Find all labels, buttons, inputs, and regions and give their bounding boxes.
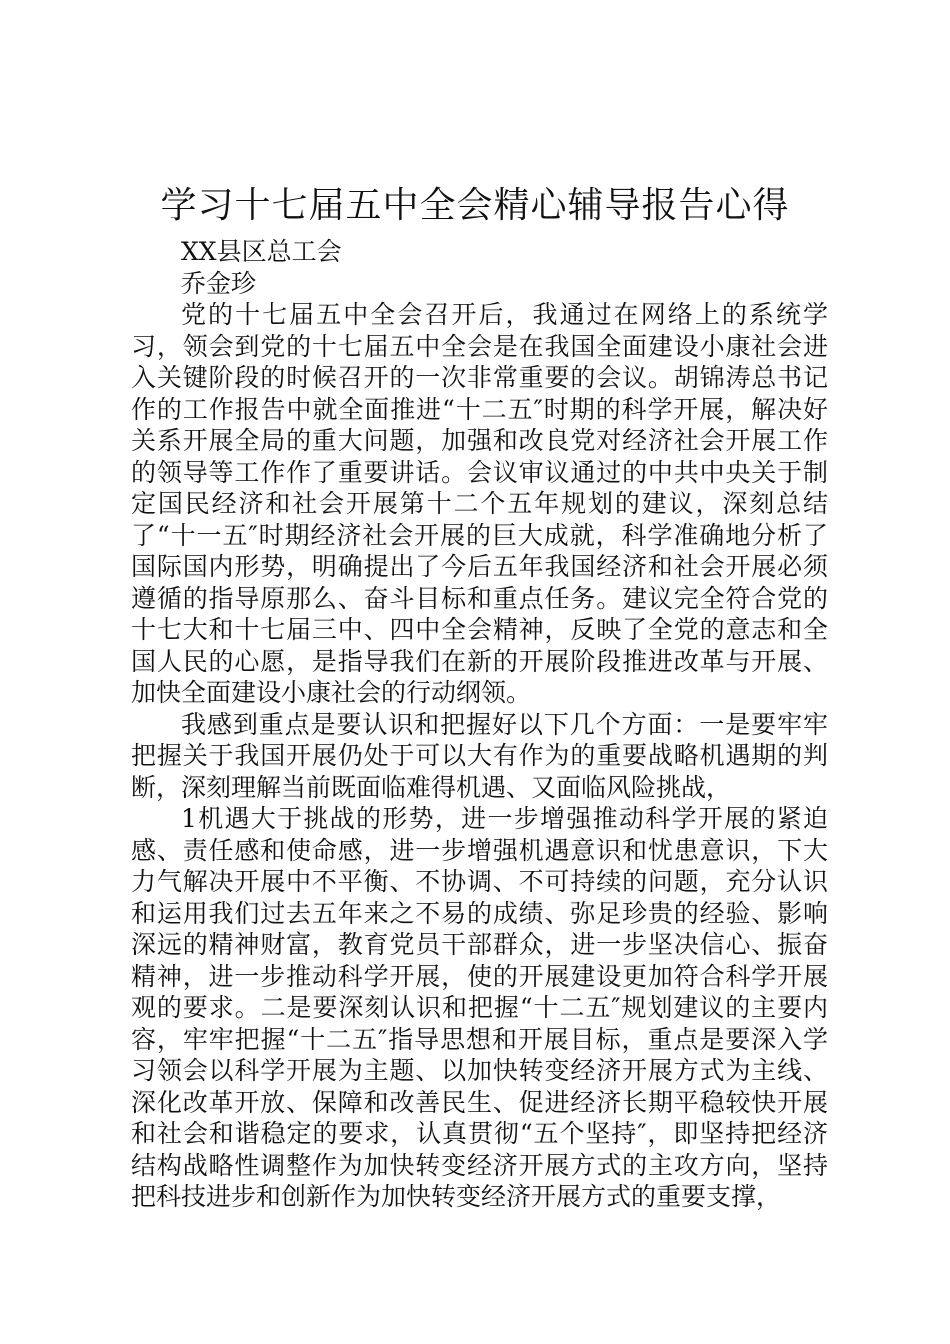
organization-line: XX县区总工会	[181, 237, 342, 266]
author-line: 乔金珍	[181, 268, 257, 298]
document-body	[131, 236, 828, 1213]
paragraph-3: 1机遇大于挑战的形势，进一步增强推动科学开展的紧迫感、责任感和使命感，进一步增强机遇意识和忧患意识，下大力气解决开展中不平衡、不协调、不可持续的问题，充分认识和运用我们过去五年来之不易的成绩、弥足珍贵的经验、影响深远的精神财富，教育党员干部群众，进一步坚决信心、振奋精神，进一步推动科学开展，使的开展建设更加符合科学开展观的要求。二是要深刻认识和把握“十二五″规划建议的主要内容，牢牢把握“十二五″指导思想和开展目标，重点是要深入学习领会以科学开展为主题、以加快转变经济开展方式为主线、深化改革开放、保障和改善民生、促进经济长期平稳较快开展和社会和谐稳定的要求，认真贯彻“五个坚持″，即坚持把经济结构战略性调整作为加快转变经济开展方式的主攻方向，坚持把科技进步和创新作为加快转变经济开展方式的重要支撑，	[131, 804, 828, 1211]
paragraph-1: 党的十七届五中全会召开后，我通过在网络上的系统学习，领会到党的十七届五中全会是在我国全面建设小康社会进入关键阶段的时候召开的一次非常重要的会议。胡锦涛总书记作的工作报告中就全面推进“十二五″时期的科学开展，解决好关系开展全局的重大问题，加强和改良党对经济社会开展工作的领导等工作作了重要讲话。会议审议通过的中共中央关于制定国民经济和社会开展第十二个五年规划的建议，深刻总结了“十一五″时期经济社会开展的巨大成就，科学准确地分析了国际国内形势，明确提出了今后五年我国经济和社会开展必须遵循的指导原那么、奋斗目标和重点任务。建议完全符合党的十七大和十七届三中、四中全会精神，反映了全党的意志和全国人民的心愿，是指导我们在新的开展阶段推进改革与开展、加快全面建设小康社会的行动纲领。	[131, 300, 828, 707]
document-title: 学习十七届五中全会精心辅导报告心得	[160, 185, 790, 226]
paragraph-2: 我感到重点是要认识和把握好以下几个方面：一是要牢牢把握关于我国开展仍处于可以大有作为的重要战略机遇期的判断，深刻理解当前既面临难得机遇、又面临风险挑战，	[131, 709, 828, 802]
